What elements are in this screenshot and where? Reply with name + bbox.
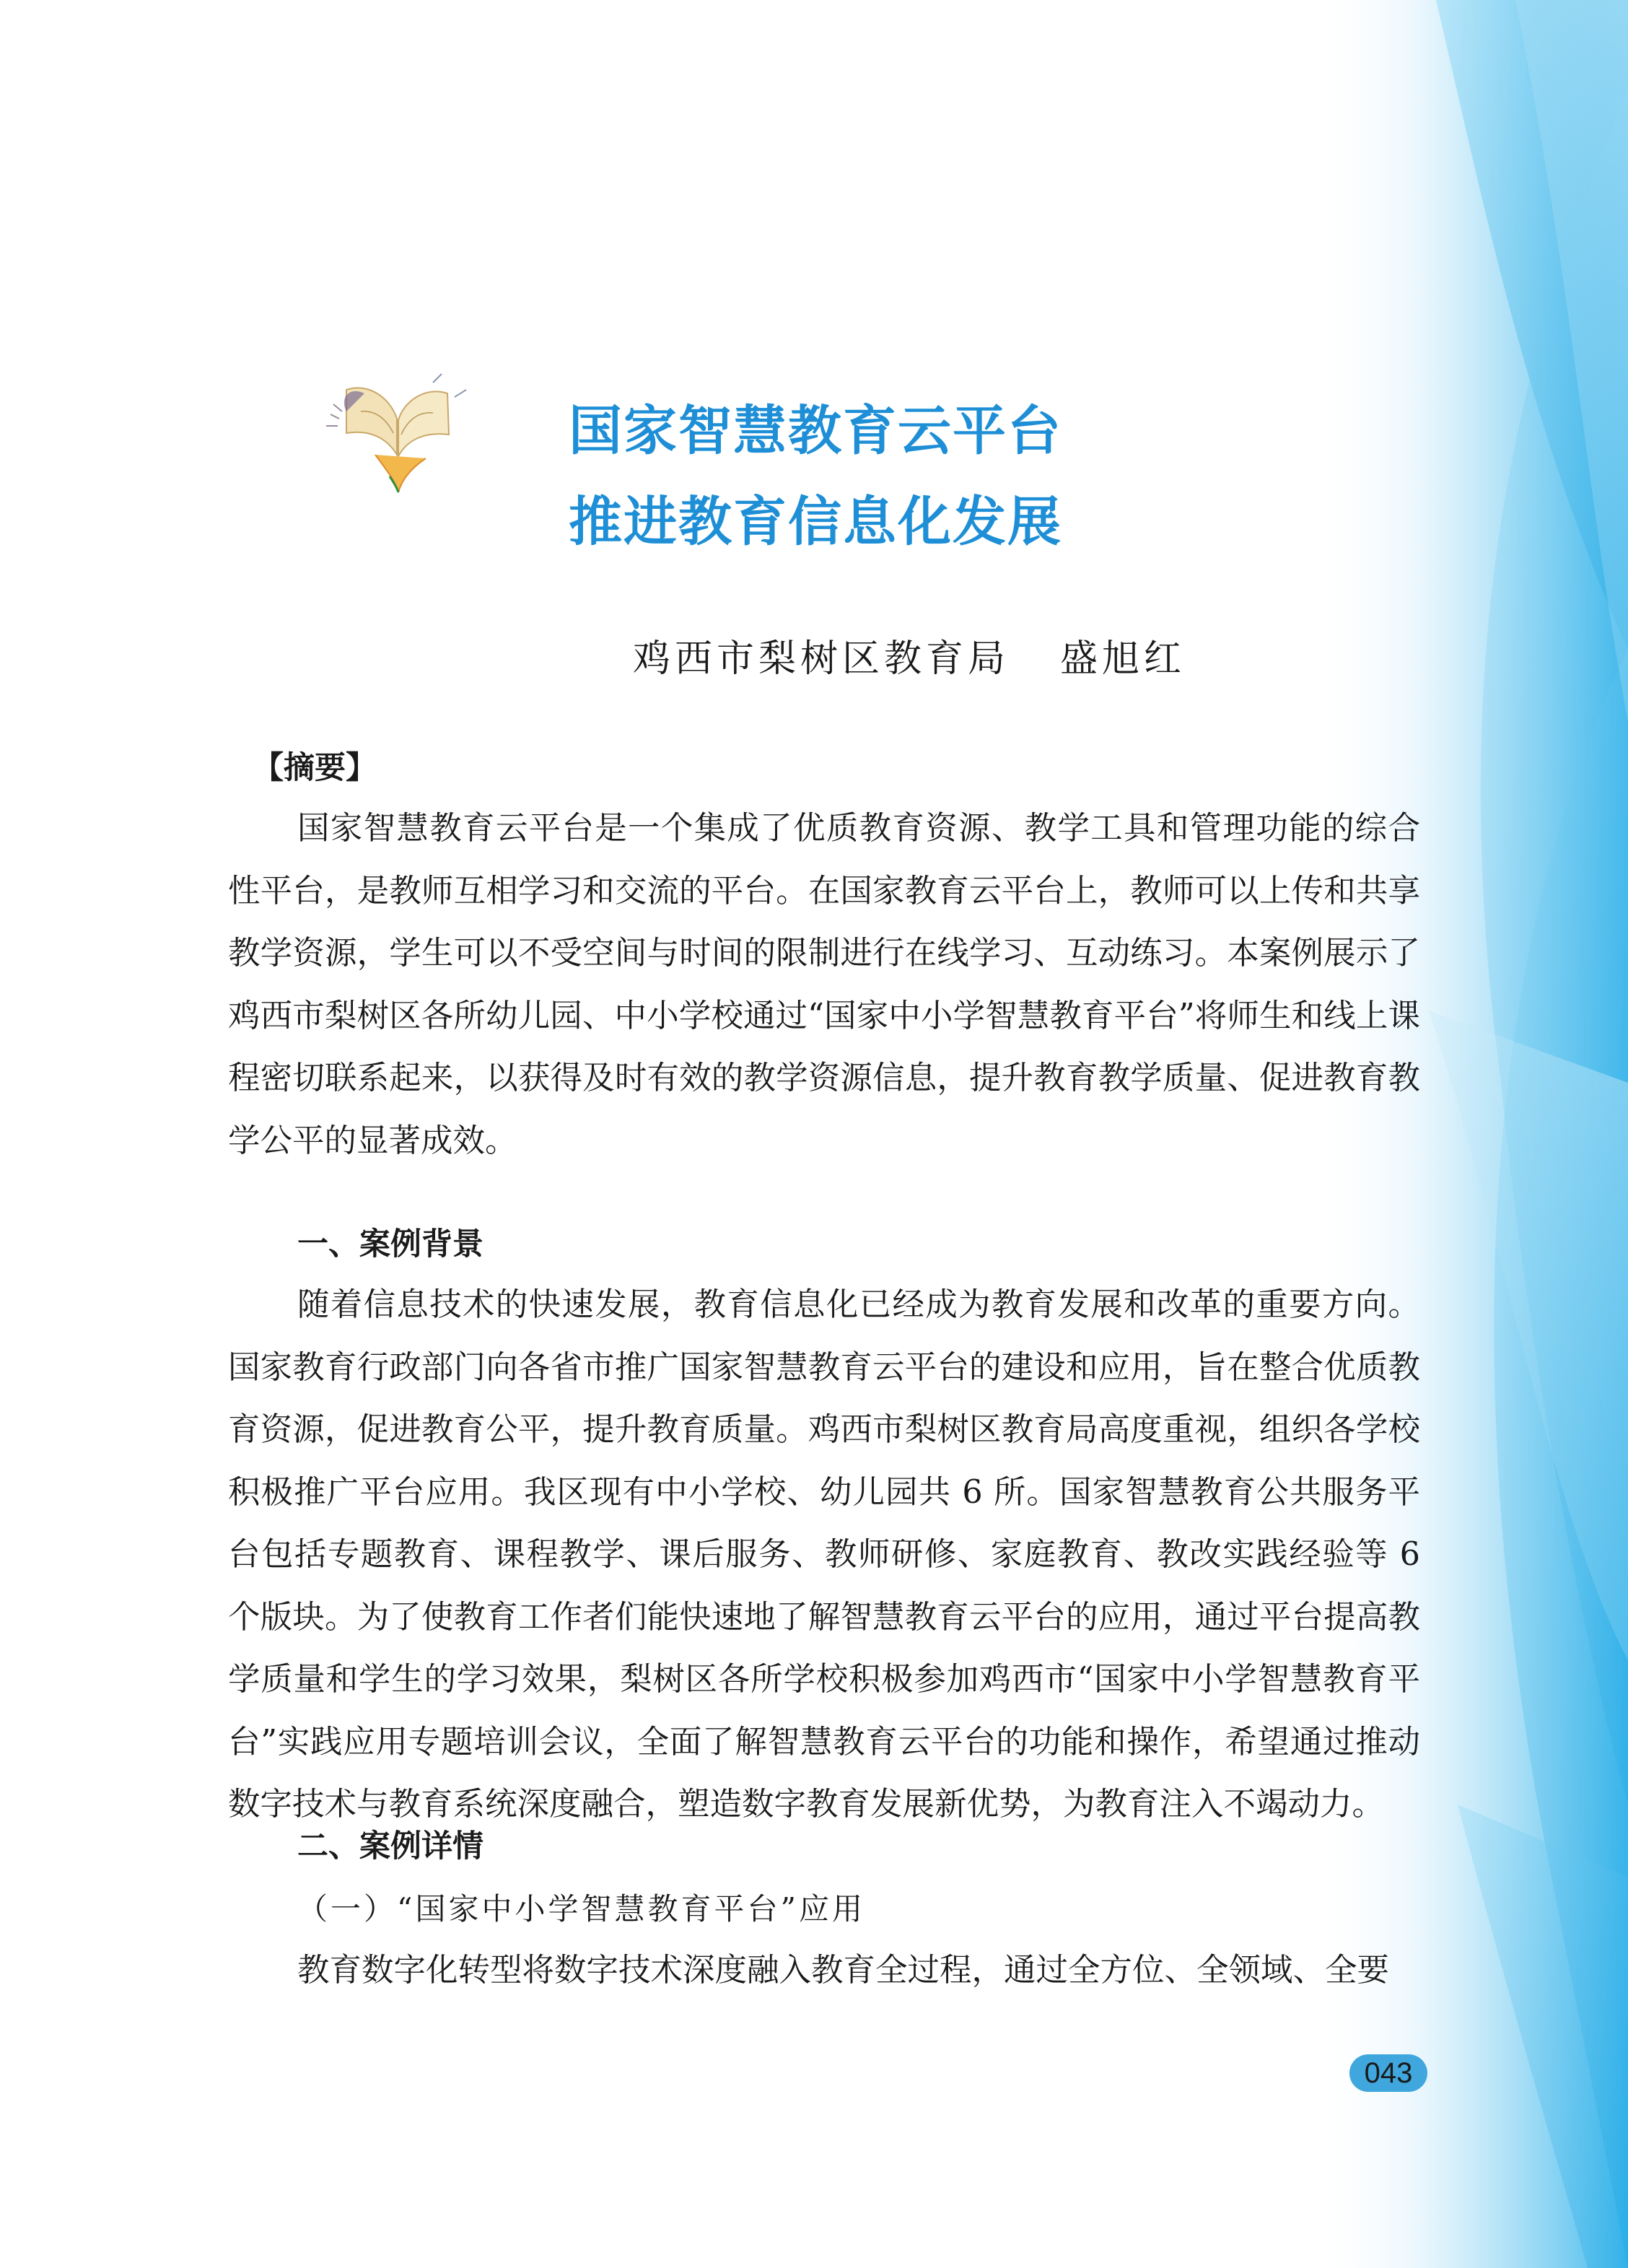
abstract-heading: 【摘要】 — [253, 750, 377, 786]
page-title-line-2: 推进教育信息化发展 — [569, 491, 1062, 553]
author-line — [433, 628, 1386, 682]
section-1-heading: 一、案例背景 — [297, 1226, 483, 1262]
open-book-logo-icon — [318, 368, 483, 494]
section-2-body — [228, 1940, 1420, 2002]
abstract-paragraph: 国家智慧教育云平台是一个集成了优质教育资源、教学工具和管理功能的综合性平台，是教师互相学习和交流的平台。在国家教育云平台上，教师可以上传和共享教学资源，学生可以不受空间与时间的限制进行在线学习、互动练习。本案例展示了鸡西市梨树区各所幼儿园、中小学校通过“国家中小学智慧教育平台”将师生和线上课程密切联系起来，以获得及时有效的教学资源信息，提升教育教学质量、促进教育教学公平的显著成效。 — [228, 810, 1420, 1159]
section-1-paragraph: 随着信息技术的快速发展，教育信息化已经成为教育发展和改革的重要方向。国家教育行政部门向各省市推广国家智慧教育云平台的建设和应用，旨在整合优质教育资源，促进教育公平，提升教育质量。鸡西市梨树区教育局高度重视，组织各学校积极推广平台应用。我区现有中小学校、幼儿园共 6 所。国家智慧教育公共服务平台包括专题教育、课程教学、课后服务、教师研修、家庭教育、教改实践经验等 6 个版块。为了使教育工作者们能快速地了解智慧教育云平台的应用，通过平台提高教学质量和学生的学习效果，梨树区各所学校积极参加鸡西市“国家中小学智慧教育平台”实践应用专题培训会议，全面了解智慧教育云平台的功能和操作，希望通过推动数字技术与教育系统深度融合，塑造数字教育发展新优势，为教育注入不竭动力。 — [228, 1286, 1420, 1823]
section-2-heading: 二、案例详情 — [297, 1828, 483, 1864]
section-2-subheading: （一）“国家中小学智慧教育平台”应用 — [297, 1891, 865, 1927]
abstract-body — [228, 798, 1420, 1172]
page-title-line-1: 国家智慧教育云平台 — [569, 400, 1062, 462]
page-number-badge: 043 — [1349, 2054, 1427, 2092]
author-name: 盛旭红 — [1060, 637, 1186, 681]
author-organization: 鸡西市梨树区教育局 — [632, 637, 1010, 681]
section-2-paragraph: 教育数字化转型将数字技术深度融入教育全过程，通过全方位、全领域、全要 — [297, 1952, 1390, 1989]
section-1-body — [228, 1274, 1420, 1836]
